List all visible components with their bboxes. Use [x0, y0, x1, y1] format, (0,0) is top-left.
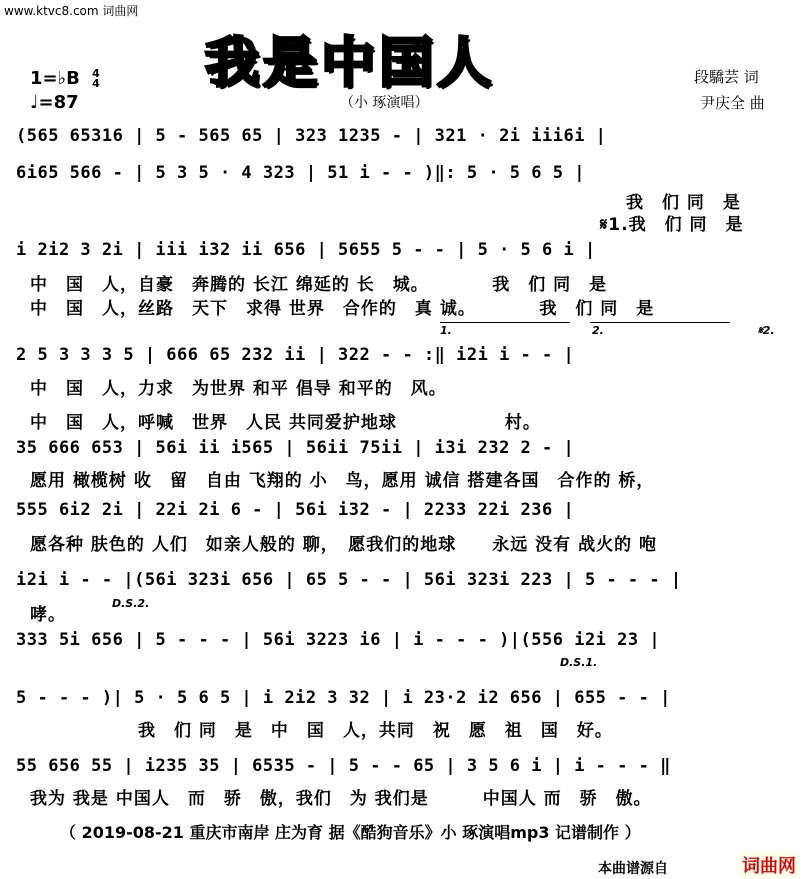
singer-credit: （小 琢演唱） [340, 95, 429, 111]
notation-row: 6i65 566 - | 5 3 5 · 4 323 | 51 i - - )‖: 5 · 5 6 5 | [16, 163, 585, 183]
notation-row: 5 - - - )| 5 · 5 6 5 | i 2i2 3 32 | i 23·2 i2 656 | 655 - - | [16, 688, 671, 708]
dal-segno-2: D.S.2. [112, 597, 150, 610]
footer-note: （ 2019-08-21 重庆市南岸 庄为育 据《酷狗音乐》小 琢演唱mp3 记谱制作 ） [60, 823, 641, 842]
lyric-line: 中 国 人，呼喊 世界 人民 共同爱护地球 村。 [30, 413, 541, 433]
notation-row: 333 5i 656 | 5 - - - | 56i 3223 i6 | i - - - )|(556 i2i 23 | [16, 630, 661, 650]
lyric-line: 中 国 人，力求 为世界 和平 倡导 和平的 风。 [30, 379, 447, 399]
volta-1-label: 1. [440, 324, 452, 337]
notation-row: i 2i2 3 2i | iii i32 ii 656 | 5655 5 - - | 5 · 5 6 i | [16, 240, 596, 260]
lyric-line: 哮。 [30, 605, 66, 625]
source-label: 本曲谱源自 [598, 861, 668, 877]
volta-bracket-1 [440, 322, 570, 323]
lyric-line: 中 国 人，自豪 奔腾的 长江 绵延的 长 城。 我 们 同 是 [30, 275, 608, 295]
notation-row: 55 656 55 | i235 35 | 6535 - | 5 - - 65 | 3 5 6 i | i - - - ‖ [16, 756, 671, 776]
time-signature [92, 69, 100, 89]
notation-row: i2i i - - |(56i 323i 656 | 65 5 - - | 56i 323i 223 | 5 - - - | [16, 570, 682, 590]
volta-bracket-2 [590, 322, 730, 323]
key-label: 1=♭B [30, 68, 80, 89]
lyric-line: 中 国 人，丝路 天下 求得 世界 合作的 真 诚。 我 们 同 是 [30, 299, 655, 319]
lyric-line: 我为 我是 中国人 而 骄 傲，我们 为 我们是 中国人 而 骄 傲。 [30, 789, 652, 809]
tempo-mark: ♩=87 [30, 92, 79, 113]
dal-segno-1: D.S.1. [560, 656, 598, 669]
time-top: 4 [92, 67, 100, 80]
lyricist-credit: 段驕芸 词 [694, 68, 759, 86]
song-title: 我是中国人 [205, 31, 495, 94]
notation-row: 35 666 653 | 56i ii i565 | 56ii 75ii | i3i 232 2 - | [16, 438, 575, 458]
notation-row: (565 65316 | 5 - 565 65 | 323 1235 - | 321 · 2i iii6i | [16, 126, 607, 146]
notation-row: 555 6i2 2i | 22i 2i 6 - | 56i i32 - | 2233 22i 236 | [16, 500, 575, 520]
lyric-line: 愿各种 肤色的 人们 如亲人般的 聊， 愿我们的地球 永远 没有 战火的 咆 [30, 535, 658, 555]
site-badge: 词曲网 [738, 852, 800, 878]
notation-row: 2 5 3 3 3 5 | 666 65 232 ii | 322 - - :‖ i2i i - - | [16, 345, 575, 365]
time-bottom: 4 [92, 77, 100, 90]
lyric-line: 我 们 同 是 [626, 193, 741, 213]
lyric-line: 愿用 橄榄树 收 留 自由 飞翔的 小 鸟，愿用 诚信 搭建各国 合作的 桥， [30, 471, 655, 491]
composer-credit: 尹庆全 曲 [700, 94, 765, 112]
lyric-line: 𝄋1.我 们 同 是 [600, 215, 744, 235]
segno-2-mark: 𝄋2. [758, 324, 775, 337]
volta-2-label: 2. [592, 324, 604, 337]
site-watermark: www.ktvc8.com 词曲网 [4, 4, 139, 18]
key-signature [30, 68, 100, 89]
lyric-line: 我 们 同 是 中 国 人，共同 祝 愿 祖 国 好。 [30, 721, 613, 741]
